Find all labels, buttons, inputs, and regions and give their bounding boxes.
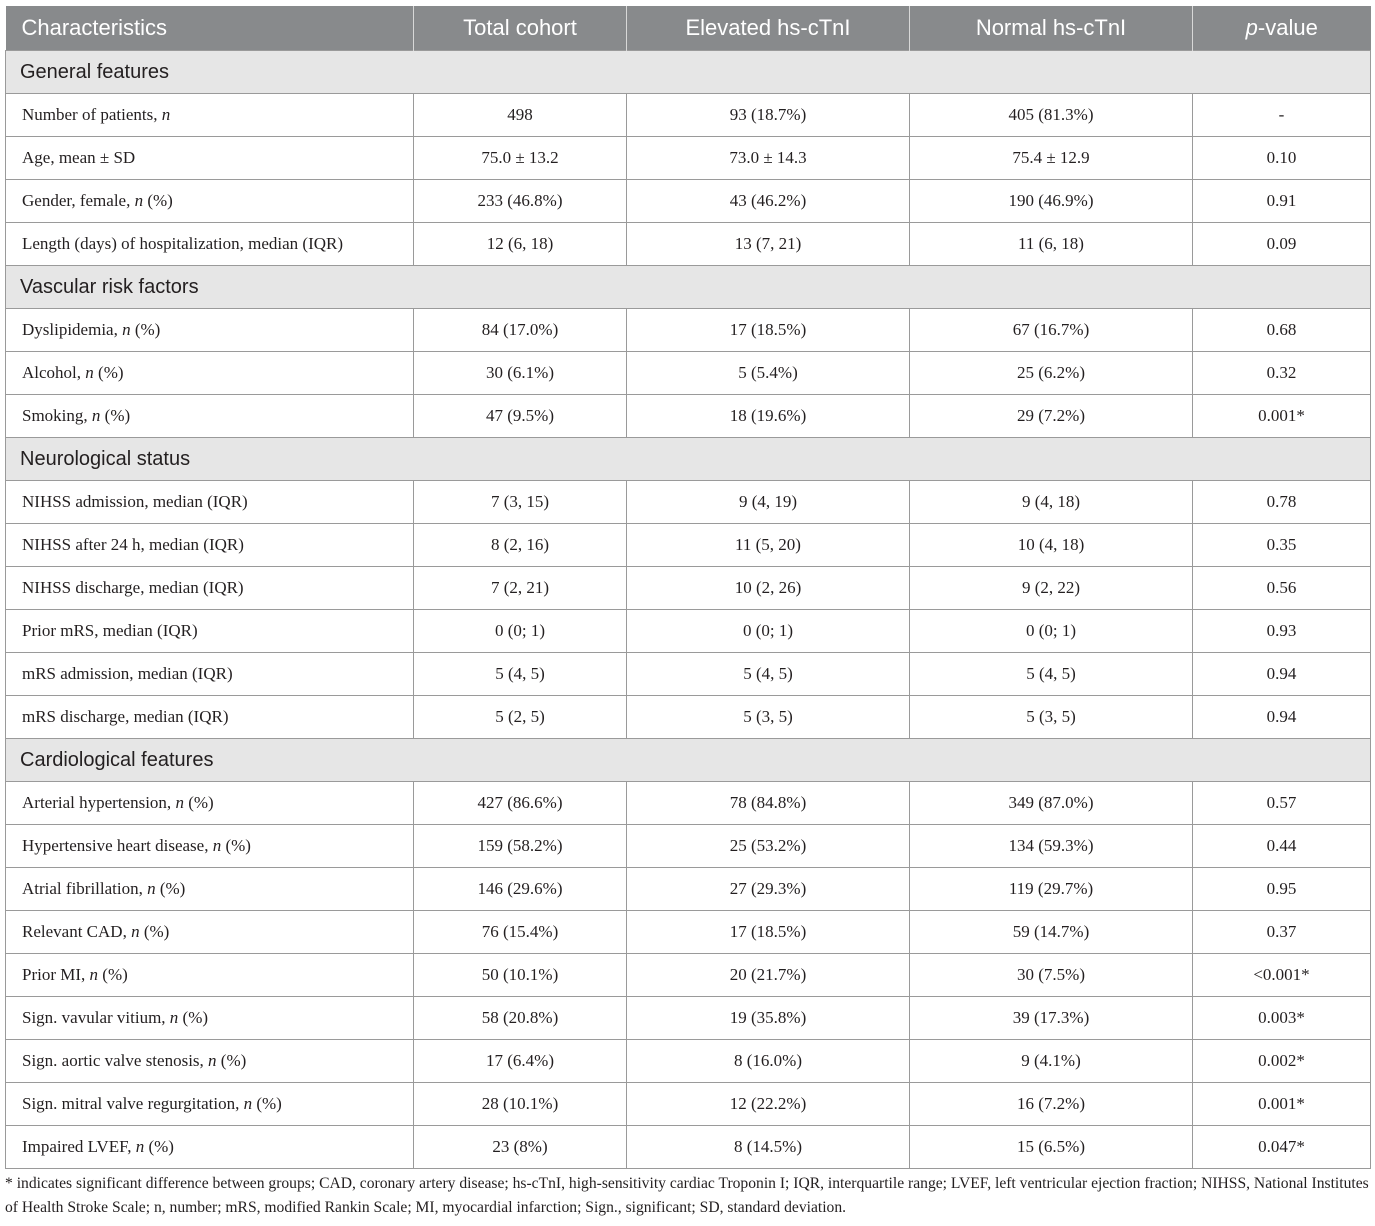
- row-label: [6, 1040, 414, 1083]
- row-label-suffix: (%): [98, 965, 128, 984]
- elevated-cell: 17 (18.5%): [627, 309, 910, 352]
- total-cohort-cell: 47 (9.5%): [414, 395, 627, 438]
- table-row: [6, 137, 1371, 180]
- row-label-text: mRS admission, median (IQR): [22, 664, 233, 683]
- table-row: [6, 610, 1371, 653]
- p-value-cell: 0.93: [1193, 610, 1371, 653]
- row-label-text: Sign. mitral valve regurgitation,: [22, 1094, 244, 1113]
- p-value-cell: 0.91: [1193, 180, 1371, 223]
- row-label-text: Sign. vavular vitium,: [22, 1008, 170, 1027]
- p-value-cell: <0.001*: [1193, 954, 1371, 997]
- table-row: [6, 352, 1371, 395]
- row-label: [6, 1126, 414, 1169]
- footnote: * indicates significant difference between groups; CAD, coronary artery disease; hs-cTnI, high-sensitivity cardiac Troponin I; IQR, interquartile range; LVEF, left ventricular ejection fraction; NIHSS, National Institutes of Health Stroke Scale; n, number; mRS, modified Rankin Scale; MI, myocardial infarction; Sign., significant; SD, standard deviation.: [5, 1175, 1369, 1216]
- row-label-suffix: (%): [139, 922, 170, 941]
- total-cohort-cell: 7 (2, 21): [414, 567, 627, 610]
- row-label: [6, 223, 414, 266]
- row-label-n: n: [147, 879, 156, 898]
- row-label-n: n: [85, 363, 94, 382]
- table-body: [6, 51, 1371, 1169]
- header-p-italic: p: [1245, 15, 1258, 40]
- p-value-cell: 0.68: [1193, 309, 1371, 352]
- p-value-cell: 0.10: [1193, 137, 1371, 180]
- row-label: [6, 352, 414, 395]
- header-normal: Normal hs-cTnI: [910, 6, 1193, 51]
- elevated-cell: 73.0 ± 14.3: [627, 137, 910, 180]
- row-label: [6, 94, 414, 137]
- elevated-cell: 5 (5.4%): [627, 352, 910, 395]
- normal-cell: 11 (6, 18): [910, 223, 1193, 266]
- p-value-cell: 0.001*: [1193, 395, 1371, 438]
- elevated-cell: 5 (4, 5): [627, 653, 910, 696]
- normal-cell: 67 (16.7%): [910, 309, 1193, 352]
- total-cohort-cell: 17 (6.4%): [414, 1040, 627, 1083]
- total-cohort-cell: 30 (6.1%): [414, 352, 627, 395]
- table-row: [6, 1126, 1371, 1169]
- p-value-cell: 0.35: [1193, 524, 1371, 567]
- total-cohort-cell: 12 (6, 18): [414, 223, 627, 266]
- row-label-text: NIHSS admission, median (IQR): [22, 492, 248, 511]
- normal-cell: 9 (4, 18): [910, 481, 1193, 524]
- total-cohort-cell: 23 (8%): [414, 1126, 627, 1169]
- section-title: Vascular risk factors: [6, 266, 1371, 309]
- table-row: [6, 653, 1371, 696]
- total-cohort-cell: 5 (2, 5): [414, 696, 627, 739]
- row-label-text: Prior mRS, median (IQR): [22, 621, 198, 640]
- row-label-text: Alcohol,: [22, 363, 86, 382]
- row-label-text: NIHSS discharge, median (IQR): [22, 578, 244, 597]
- p-value-cell: 0.94: [1193, 653, 1371, 696]
- row-label-text: Hypertensive heart disease,: [22, 836, 213, 855]
- table-row: [6, 94, 1371, 137]
- normal-cell: 134 (59.3%): [910, 825, 1193, 868]
- table-row: [6, 309, 1371, 352]
- elevated-cell: 0 (0; 1): [627, 610, 910, 653]
- row-label-suffix: (%): [100, 406, 131, 425]
- row-label: [6, 782, 414, 825]
- elevated-cell: 8 (16.0%): [627, 1040, 910, 1083]
- total-cohort-cell: 159 (58.2%): [414, 825, 627, 868]
- normal-cell: 119 (29.7%): [910, 868, 1193, 911]
- p-value-cell: 0.78: [1193, 481, 1371, 524]
- p-value-cell: 0.001*: [1193, 1083, 1371, 1126]
- elevated-cell: 13 (7, 21): [627, 223, 910, 266]
- row-label-text: Sign. aortic valve stenosis,: [22, 1051, 209, 1070]
- table-row: [6, 567, 1371, 610]
- header-elevated: Elevated hs-cTnI: [627, 6, 910, 51]
- total-cohort-cell: 5 (4, 5): [414, 653, 627, 696]
- elevated-cell: 11 (5, 20): [627, 524, 910, 567]
- normal-cell: 349 (87.0%): [910, 782, 1193, 825]
- elevated-cell: 10 (2, 26): [627, 567, 910, 610]
- row-label-suffix: (%): [93, 363, 124, 382]
- elevated-cell: 78 (84.8%): [627, 782, 910, 825]
- total-cohort-cell: 427 (86.6%): [414, 782, 627, 825]
- row-label-text: Atrial fibrillation,: [22, 879, 148, 898]
- total-cohort-cell: 7 (3, 15): [414, 481, 627, 524]
- normal-cell: 190 (46.9%): [910, 180, 1193, 223]
- table-row: [6, 223, 1371, 266]
- elevated-cell: 18 (19.6%): [627, 395, 910, 438]
- row-label-text: Smoking,: [22, 406, 92, 425]
- p-value-cell: 0.56: [1193, 567, 1371, 610]
- row-label-n: n: [212, 836, 222, 855]
- normal-cell: 5 (3, 5): [910, 696, 1193, 739]
- row-label-text: NIHSS after 24 h, median (IQR): [22, 535, 244, 554]
- elevated-cell: 9 (4, 19): [627, 481, 910, 524]
- p-value-cell: 0.37: [1193, 911, 1371, 954]
- row-label: [6, 180, 414, 223]
- section-row: [6, 438, 1371, 481]
- total-cohort-cell: 233 (46.8%): [414, 180, 627, 223]
- normal-cell: 16 (7.2%): [910, 1083, 1193, 1126]
- table-row: [6, 911, 1371, 954]
- normal-cell: 9 (2, 22): [910, 567, 1193, 610]
- p-value-cell: 0.94: [1193, 696, 1371, 739]
- row-label-suffix: (%): [183, 793, 214, 812]
- characteristics-table: [5, 6, 1371, 1169]
- elevated-cell: 5 (3, 5): [627, 696, 910, 739]
- row-label-suffix: (%): [143, 191, 173, 210]
- table-row: [6, 997, 1371, 1040]
- elevated-cell: 43 (46.2%): [627, 180, 910, 223]
- row-label-n: n: [89, 965, 99, 984]
- table-row: [6, 696, 1371, 739]
- row-label-text: Number of patients,: [22, 105, 162, 124]
- total-cohort-cell: 146 (29.6%): [414, 868, 627, 911]
- row-label: [6, 997, 414, 1040]
- row-label: [6, 610, 414, 653]
- elevated-cell: 20 (21.7%): [627, 954, 910, 997]
- p-value-cell: 0.047*: [1193, 1126, 1371, 1169]
- table-row: [6, 481, 1371, 524]
- row-label: [6, 1083, 414, 1126]
- normal-cell: 75.4 ± 12.9: [910, 137, 1193, 180]
- elevated-cell: 93 (18.7%): [627, 94, 910, 137]
- row-label-suffix: (%): [130, 320, 161, 339]
- row-label: [6, 954, 414, 997]
- row-label-suffix: (%): [216, 1051, 247, 1070]
- normal-cell: 5 (4, 5): [910, 653, 1193, 696]
- normal-cell: 0 (0; 1): [910, 610, 1193, 653]
- header-p-rest: -value: [1257, 15, 1318, 40]
- section-row: [6, 51, 1371, 94]
- elevated-cell: 8 (14.5%): [627, 1126, 910, 1169]
- row-label-n: n: [208, 1051, 217, 1070]
- row-label-n: n: [122, 320, 131, 339]
- row-label-n: n: [135, 1137, 145, 1156]
- normal-cell: 29 (7.2%): [910, 395, 1193, 438]
- table-row: [6, 1040, 1371, 1083]
- row-label-n: n: [175, 793, 184, 812]
- elevated-cell: 12 (22.2%): [627, 1083, 910, 1126]
- section-title: General features: [6, 51, 1371, 94]
- row-label-suffix: (%): [221, 836, 251, 855]
- normal-cell: 39 (17.3%): [910, 997, 1193, 1040]
- table-container: [5, 6, 1370, 1169]
- row-label-suffix: (%): [144, 1137, 174, 1156]
- row-label-text: Prior MI,: [22, 965, 90, 984]
- row-label-text: Gender, female,: [22, 191, 135, 210]
- row-label: [6, 481, 414, 524]
- total-cohort-cell: 0 (0; 1): [414, 610, 627, 653]
- total-cohort-cell: 8 (2, 16): [414, 524, 627, 567]
- header-characteristics: Characteristics: [6, 6, 414, 51]
- table-row: [6, 180, 1371, 223]
- p-value-cell: 0.95: [1193, 868, 1371, 911]
- row-label-text: Length (days) of hospitalization, median (IQR): [22, 234, 344, 253]
- table-row: [6, 782, 1371, 825]
- total-cohort-cell: 50 (10.1%): [414, 954, 627, 997]
- row-label-text: Dyslipidemia,: [22, 320, 123, 339]
- total-cohort-cell: 498: [414, 94, 627, 137]
- p-value-cell: 0.003*: [1193, 997, 1371, 1040]
- row-label-text: Arterial hypertension,: [22, 793, 176, 812]
- table-row: [6, 954, 1371, 997]
- total-cohort-cell: 84 (17.0%): [414, 309, 627, 352]
- total-cohort-cell: 28 (10.1%): [414, 1083, 627, 1126]
- row-label: [6, 137, 414, 180]
- p-value-cell: -: [1193, 94, 1371, 137]
- table-row: [6, 524, 1371, 567]
- section-title: Cardiological features: [6, 739, 1371, 782]
- row-label-suffix: (%): [178, 1008, 209, 1027]
- row-label: [6, 309, 414, 352]
- row-label: [6, 653, 414, 696]
- row-label-suffix: (%): [155, 879, 186, 898]
- p-value-cell: 0.57: [1193, 782, 1371, 825]
- elevated-cell: 19 (35.8%): [627, 997, 910, 1040]
- header-row: [6, 6, 1371, 51]
- p-value-cell: 0.09: [1193, 223, 1371, 266]
- row-label: [6, 825, 414, 868]
- row-label-n: n: [243, 1094, 253, 1113]
- row-label: [6, 524, 414, 567]
- header-total-cohort: Total cohort: [414, 6, 627, 51]
- row-label: [6, 868, 414, 911]
- p-value-cell: 0.32: [1193, 352, 1371, 395]
- row-label-n: n: [134, 191, 144, 210]
- elevated-cell: 17 (18.5%): [627, 911, 910, 954]
- table-row: [6, 395, 1371, 438]
- row-label-n: n: [131, 922, 140, 941]
- row-label: [6, 395, 414, 438]
- normal-cell: 25 (6.2%): [910, 352, 1193, 395]
- row-label-n: n: [169, 1008, 179, 1027]
- p-value-cell: 0.002*: [1193, 1040, 1371, 1083]
- normal-cell: 30 (7.5%): [910, 954, 1193, 997]
- normal-cell: 59 (14.7%): [910, 911, 1193, 954]
- row-label-text: Impaired LVEF,: [22, 1137, 136, 1156]
- row-label: [6, 911, 414, 954]
- row-label-suffix: (%): [252, 1094, 282, 1113]
- table-row: [6, 1083, 1371, 1126]
- header-p-value: [1193, 6, 1371, 51]
- table-row: [6, 825, 1371, 868]
- section-title: Neurological status: [6, 438, 1371, 481]
- normal-cell: 10 (4, 18): [910, 524, 1193, 567]
- elevated-cell: 25 (53.2%): [627, 825, 910, 868]
- row-label: [6, 696, 414, 739]
- normal-cell: 405 (81.3%): [910, 94, 1193, 137]
- section-row: [6, 266, 1371, 309]
- row-label-text: mRS discharge, median (IQR): [22, 707, 229, 726]
- p-value-cell: 0.44: [1193, 825, 1371, 868]
- normal-cell: 9 (4.1%): [910, 1040, 1193, 1083]
- row-label-text: Relevant CAD,: [22, 922, 132, 941]
- elevated-cell: 27 (29.3%): [627, 868, 910, 911]
- section-row: [6, 739, 1371, 782]
- total-cohort-cell: 76 (15.4%): [414, 911, 627, 954]
- row-label-n: n: [161, 105, 171, 124]
- row-label-text: Age, mean ± SD: [22, 148, 136, 167]
- normal-cell: 15 (6.5%): [910, 1126, 1193, 1169]
- total-cohort-cell: 75.0 ± 13.2: [414, 137, 627, 180]
- row-label: [6, 567, 414, 610]
- table-row: [6, 868, 1371, 911]
- row-label-n: n: [91, 406, 101, 425]
- total-cohort-cell: 58 (20.8%): [414, 997, 627, 1040]
